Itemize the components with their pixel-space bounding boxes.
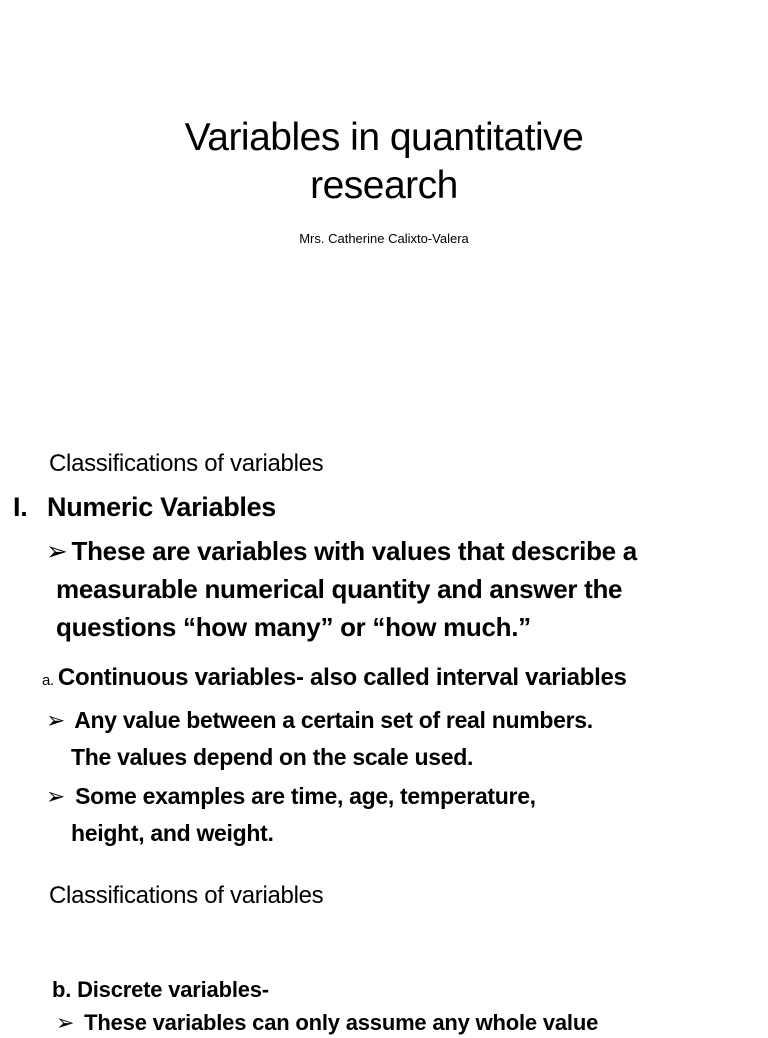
slide-title-line-1: Variables in quantitative xyxy=(184,116,584,159)
slide-subtitle-author: Mrs. Catherine Calixto-Valera xyxy=(299,231,469,246)
slide-title xyxy=(0,114,768,210)
bullet-point xyxy=(56,1008,598,1038)
bullet-point xyxy=(46,702,593,776)
arrow-bullet-icon: ➢ xyxy=(46,707,65,733)
slide-title-line-2: research xyxy=(310,164,458,207)
subsection-a xyxy=(42,662,627,697)
bullet-point xyxy=(46,778,536,852)
bullet-line: The values depend on the scale used. xyxy=(71,744,474,770)
subsection-text: Continuous variables- also called interval variables xyxy=(57,664,627,691)
bullet-line: These are variables with values that describe a xyxy=(71,536,637,566)
bullet-point xyxy=(46,532,637,646)
bullet-line: Some examples are time, age, temperature, xyxy=(75,783,536,809)
subsection-b: b. Discrete variables- xyxy=(52,977,269,1002)
slide-heading: Classifications of variables xyxy=(49,450,324,477)
arrow-bullet-icon: ➢ xyxy=(56,1010,75,1035)
bullet-line: Any value between a certain set of real numbers. xyxy=(74,707,593,733)
section-title-text: Numeric Variables xyxy=(47,492,277,522)
bullet-line: These variables can only assume any whole value xyxy=(84,1010,599,1035)
section-number: I. xyxy=(13,492,28,522)
bullet-line: questions “how many” or “how much.” xyxy=(56,612,531,642)
bullet-line: measurable numerical quantity and answer the xyxy=(56,574,623,604)
subsection-prefix: a. xyxy=(42,672,54,689)
arrow-bullet-icon: ➢ xyxy=(46,783,65,809)
arrow-bullet-icon: ➢ xyxy=(46,536,68,566)
slide-heading: Classifications of variables xyxy=(49,882,324,909)
section-title xyxy=(13,490,276,524)
bullet-line: height, and weight. xyxy=(71,820,274,846)
